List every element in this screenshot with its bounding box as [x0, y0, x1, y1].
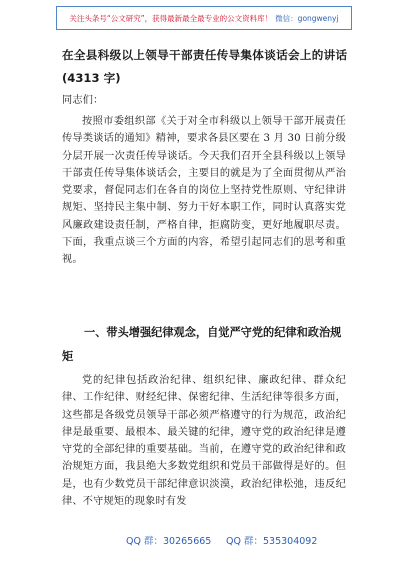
section-heading-1: 一、带头增强纪律观念，自觉严守党的纪律和政治规矩: [62, 326, 342, 363]
banner-wechat-text: 微信：gongwenyj: [275, 13, 339, 23]
body-paragraph-1: 按照市委组织部《关于对全市科级以上领导干部开展责任传导类谈话的通知》精神，要求各县区要在 3 月 30 日前分级分层开展一次责任传导谈话。今天我们召开全县科级以上领导干部责任传导集体谈话会，主要目的就是为了全面贯彻从严治党要求，督促同志们在各自的岗位上坚持党性原则、守纪律讲规矩、坚持民主集中制、努力干好本职工作，同时认真落实党风廉政建设责任制，严格自律，拒腐防变，更好地履职尽责。下面，我重点谈三个方面的内容，希望引起同志们的思考和重视。: [62, 116, 346, 266]
footer-qq-group-1: QQ 群：30265665: [126, 536, 212, 547]
document-title: 在全县科级以上领导干部责任传导集体谈话会上的讲话: [62, 48, 348, 62]
promo-banner: [56, 6, 352, 30]
greeting: 同志们：: [62, 95, 104, 106]
banner-promo-text: 关注头条号“公文研究”，获得最新最全最专业的公文资料库！: [69, 13, 273, 23]
body-paragraph-2: 党的纪律包括政治纪律、组织纪律、廉政纪律、群众纪律、工作纪律、财经纪律、保密纪律、生活纪律等很多方面，这些都是各级党员领导干部必须严格遵守的行为规范，政治纪律是最重要、最根本、最关键的纪律，遵守党的政治纪律是遵守党的全部纪律的重要基础。当前，在遵守党的政治纪律和政治规矩方面，我县绝大多数党组织和党员干部做得是好的。但是，也有少数党员干部纪律意识淡漠，政治纪律松弛，违反纪律、不守规矩的现象时有发: [62, 375, 346, 508]
word-count: (4313 字): [62, 71, 121, 85]
footer-qq-group-2: QQ 群：535304092: [226, 536, 318, 547]
